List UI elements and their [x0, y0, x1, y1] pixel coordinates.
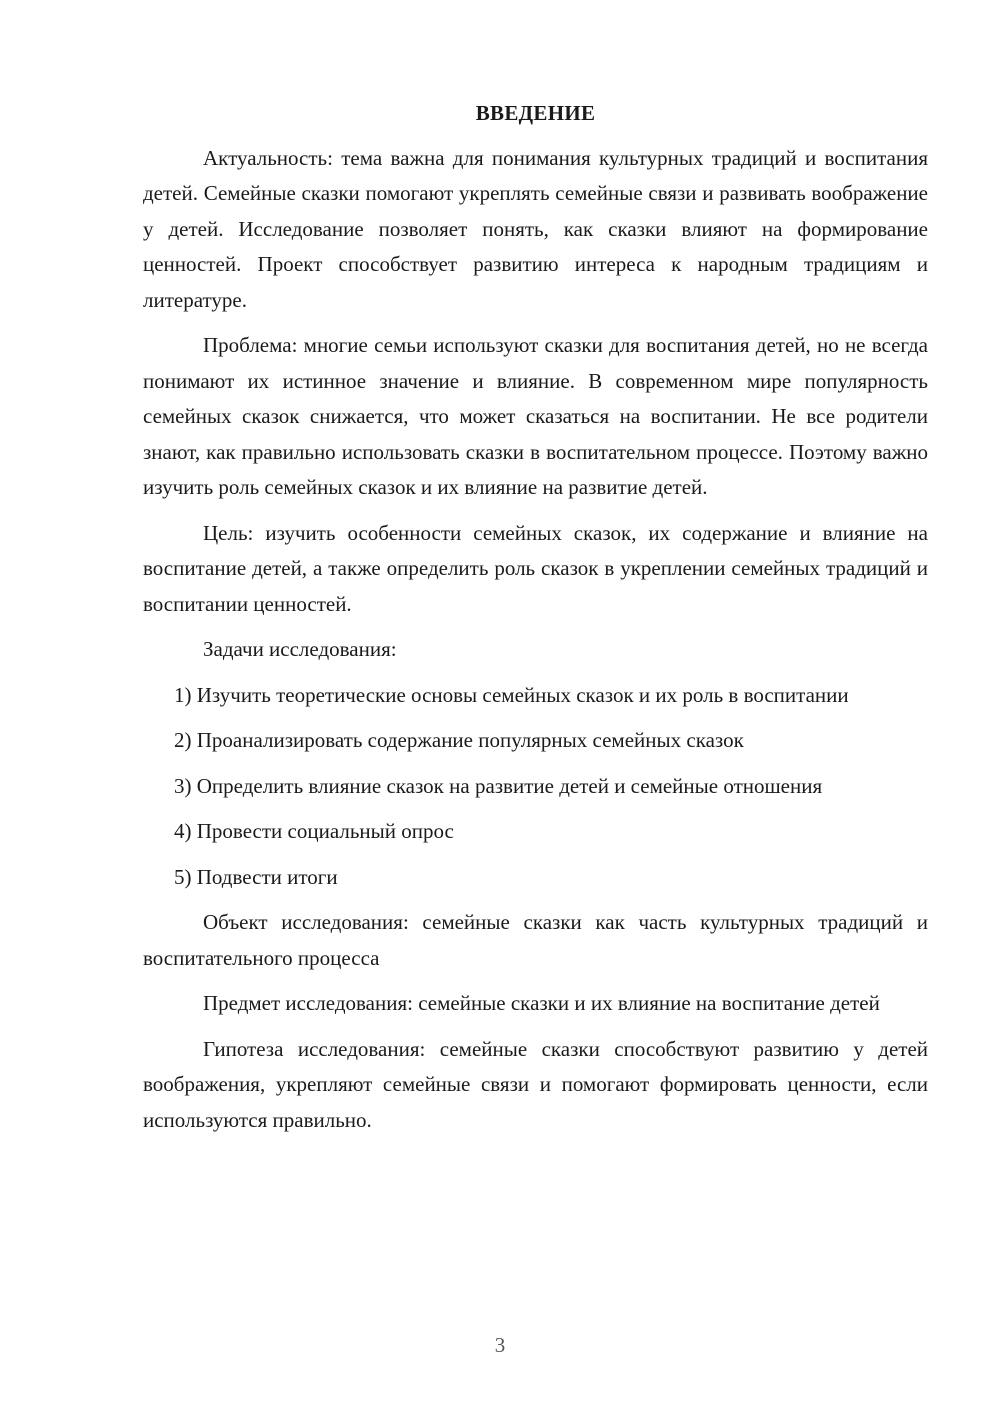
list-item: 1) Изучить теоретические основы семейных сказок и их роль в воспитании	[174, 682, 849, 707]
problem-paragraph: Проблема: многие семьи используют сказки для воспитания детей, но не всегда понимают их истинное значение и влияние. В современном мире популярность семейных сказок снижается, что может сказаться на воспитании. Не все родители знают, как правильно использовать сказки в воспитательном процессе. Поэтому важно изучить роль семейных сказок и их влияние на развитие детей.	[143, 333, 928, 499]
object-paragraph: Объект исследования: семейные сказки как часть культурных традиций и воспитательного процесса	[143, 910, 928, 970]
list-item: 5) Подвести итоги	[174, 864, 338, 889]
goal-paragraph: Цель: изучить особенности семейных сказок, их содержание и влияние на воспитание детей, а также определить роль сказок в укреплении семейных традиций и воспитании ценностей.	[143, 520, 928, 616]
page-number: 3	[494, 1333, 506, 1357]
relevance-paragraph: Актуальность: тема важна для понимания культурных традиций и воспитания детей. Семейные сказки помогают укреплять семейные связи и развивать воображение у детей. Исследование позволяет понять, как сказки влияют на формирование ценностей. Проект способствует развитию интереса к народным традициям и литературе.	[143, 145, 928, 312]
page-title: ВВЕДЕНИЕ	[475, 101, 596, 125]
hypothesis-paragraph: Гипотеза исследования: семейные сказки способствуют развитию у детей воображения, укрепляют семейные связи и помогают формировать ценности, если используются правильно.	[143, 1036, 928, 1132]
tasks-list	[143, 678, 928, 896]
list-item: 4) Провести социальный опрос	[174, 819, 454, 843]
list-item: 3) Определить влияние сказок на развитие детей и семейные отношения	[174, 773, 823, 798]
subject-paragraph: Предмет исследования: семейные сказки и их влияние на воспитание детей	[203, 991, 880, 1015]
list-item: 2) Проанализировать содержание популярных семейных сказок	[174, 728, 744, 752]
tasks-heading: Задачи исследования:	[203, 637, 397, 661]
document-page	[143, 96, 928, 1148]
